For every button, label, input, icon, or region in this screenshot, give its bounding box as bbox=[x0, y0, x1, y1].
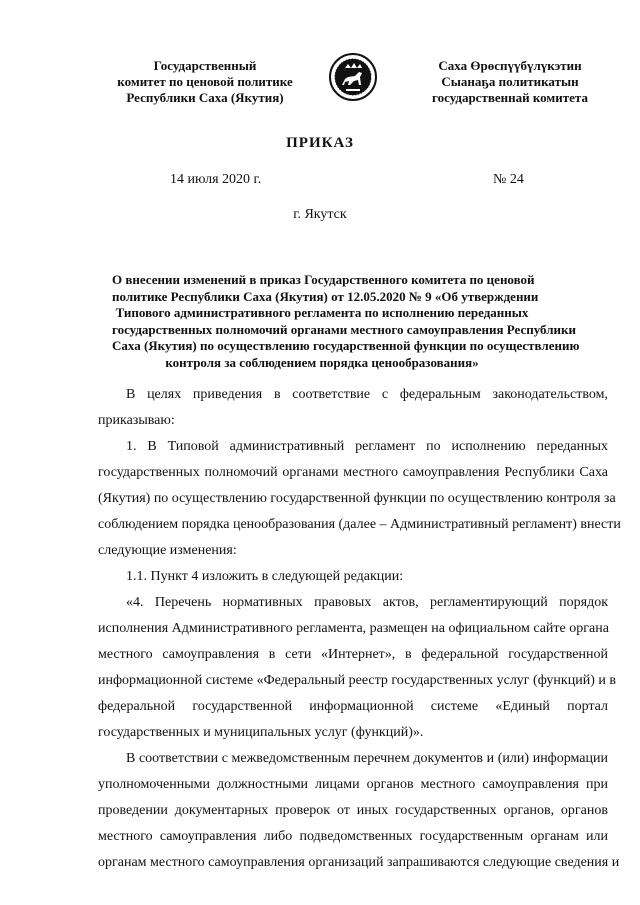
issuer-line: Республики Саха (Якутия) bbox=[126, 90, 284, 105]
document-city: г. Якутск bbox=[293, 207, 347, 222]
title-line: контроля за соблюдением порядка ценообразования» bbox=[165, 354, 479, 370]
issuer-name-russian bbox=[100, 58, 310, 106]
issuer-line: Государственный bbox=[153, 58, 257, 73]
issuer-line: Сыанаҕа политикатын bbox=[441, 74, 579, 89]
title-line: политике Республики Саха (Якутия) от 12.05.2020 № 9 «Об утверждении bbox=[112, 288, 539, 304]
body-line: органам местного самоуправления организаций запрашиваются следующие сведения и bbox=[98, 855, 620, 870]
body-line: исполнения Административного регламента, размещен на официальном сайте органа bbox=[98, 621, 609, 636]
order-title bbox=[112, 272, 580, 371]
body-line: государственных полномочий органами местного самоуправления Республики Саха bbox=[98, 465, 608, 480]
issuer-name-yakut bbox=[410, 58, 610, 106]
body-line: В соответствии с межведомственным перечнем документов и (или) информации bbox=[126, 751, 608, 766]
body-line: уполномоченными должностными лицами органов местного самоуправления при bbox=[98, 777, 608, 792]
body-line: приказываю: bbox=[98, 413, 175, 428]
body-line: (Якутия) по осуществлению государственной функции по осуществлению контроля за bbox=[98, 491, 616, 506]
body-line: 1. В Типовой административный регламент по исполнению переданных bbox=[126, 439, 608, 454]
body-line: соблюдением порядка ценообразования (далее – Административный регламент) внести bbox=[98, 517, 621, 532]
body-line: проведении документарных проверок от иных государственных органов, органов bbox=[98, 803, 608, 818]
order-body bbox=[98, 382, 621, 876]
body-line: «4. Перечень нормативных правовых актов, регламентирующий порядок bbox=[126, 595, 608, 610]
issuer-line: государственнай комитета bbox=[432, 90, 588, 105]
body-line: государственных и муниципальных услуг (функций)». bbox=[98, 725, 424, 740]
body-line: следующие изменения: bbox=[98, 543, 237, 558]
body-line: местного самоуправления в сети «Интернет», в федеральной государственной bbox=[98, 647, 608, 662]
issuer-line: Саха Өрөспүүбүлүкэтин bbox=[438, 58, 582, 73]
body-line: В целях приведения в соответствие с федеральным законодательством, bbox=[126, 387, 608, 402]
body-line: 1.1. Пункт 4 изложить в следующей редакции: bbox=[126, 569, 404, 584]
document-date: 14 июля 2020 г. bbox=[170, 172, 262, 187]
title-line: О внесении изменений в приказ Государственного комитета по ценовой bbox=[112, 272, 535, 287]
body-line: местного самоуправления либо подведомственных государственным органам или bbox=[98, 829, 608, 844]
title-line: государственных полномочий органами местного самоуправления Республики bbox=[112, 321, 576, 337]
issuer-line: комитет по ценовой политике bbox=[117, 74, 293, 89]
document-type: ПРИКАЗ bbox=[286, 135, 354, 151]
title-line: Типового административного регламента по исполнению переданных bbox=[115, 305, 529, 320]
coat-of-arms-sakha-icon bbox=[328, 52, 378, 102]
body-line: информационной системе «Федеральный реестр государственных услуг (функций) и в bbox=[98, 673, 616, 688]
title-line: Саха (Якутия) по осуществлению государственной функции по осуществлению bbox=[112, 338, 580, 353]
document-number: № 24 bbox=[493, 172, 524, 187]
body-line: федеральной государственной информационной системе «Единый портал bbox=[98, 699, 608, 714]
